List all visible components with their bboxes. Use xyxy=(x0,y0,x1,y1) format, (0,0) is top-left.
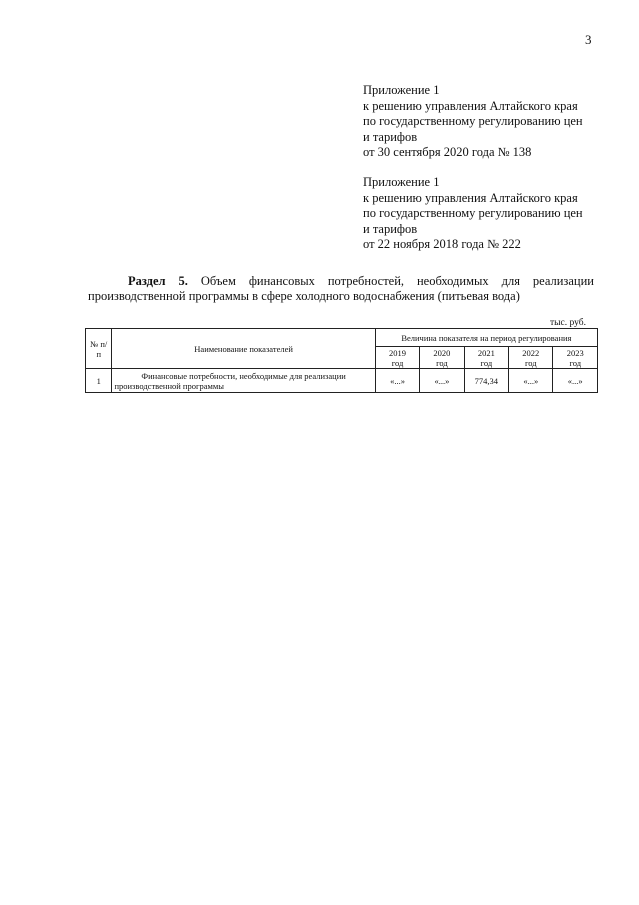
row-number: 1 xyxy=(86,369,112,393)
table-row xyxy=(86,369,598,393)
appendix-current xyxy=(363,83,583,161)
appendix-previous xyxy=(363,175,583,253)
section-heading xyxy=(88,274,594,304)
section-title-line1: Объем финансовых потребностей, необходимых для реализации xyxy=(200,274,594,288)
row-value: «...» xyxy=(375,369,419,393)
appendix-line: Приложение 1 xyxy=(363,83,440,97)
section-title-line2: производственной программы в сфере холодного водоснабжения (питьевая вода) xyxy=(88,289,520,303)
row-value: «...» xyxy=(509,369,553,393)
appendix-line: по государственному регулированию цен xyxy=(363,206,583,220)
header-year: 2022 год xyxy=(509,347,553,369)
row-value: «...» xyxy=(553,369,598,393)
appendix-date-line: от 30 сентября 2020 года № 138 xyxy=(363,145,532,159)
header-year: 2019 год xyxy=(375,347,419,369)
header-year: 2023 год xyxy=(553,347,598,369)
appendix-line: и тарифов xyxy=(363,129,418,144)
appendix-line: к решению управления Алтайского края xyxy=(363,98,578,113)
section-label: Раздел 5. xyxy=(128,274,188,288)
financial-needs-table xyxy=(85,328,598,393)
row-indicator-name: Финансовые потребности, необходимые для реализации производственной программы xyxy=(112,369,375,393)
appendix-date-line: от 22 ноября 2018 года № 222 xyxy=(363,237,521,251)
appendix-line: и тарифов xyxy=(363,221,418,236)
header-period: Величина показателя на период регулирования xyxy=(375,329,597,347)
appendix-line: Приложение 1 xyxy=(363,175,440,189)
header-number: № п/п xyxy=(86,329,112,369)
appendix-line: по государственному регулированию цен xyxy=(363,114,583,128)
units-label: тыс. руб. xyxy=(550,318,586,328)
header-year: 2021 год xyxy=(464,347,508,369)
row-value: 774,34 xyxy=(464,369,508,393)
appendix-line: к решению управления Алтайского края xyxy=(363,190,578,205)
page-number: 3 xyxy=(585,32,592,47)
header-indicator-name: Наименование показателей xyxy=(112,329,375,369)
header-year: 2020 год xyxy=(420,347,464,369)
row-value: «...» xyxy=(420,369,464,393)
